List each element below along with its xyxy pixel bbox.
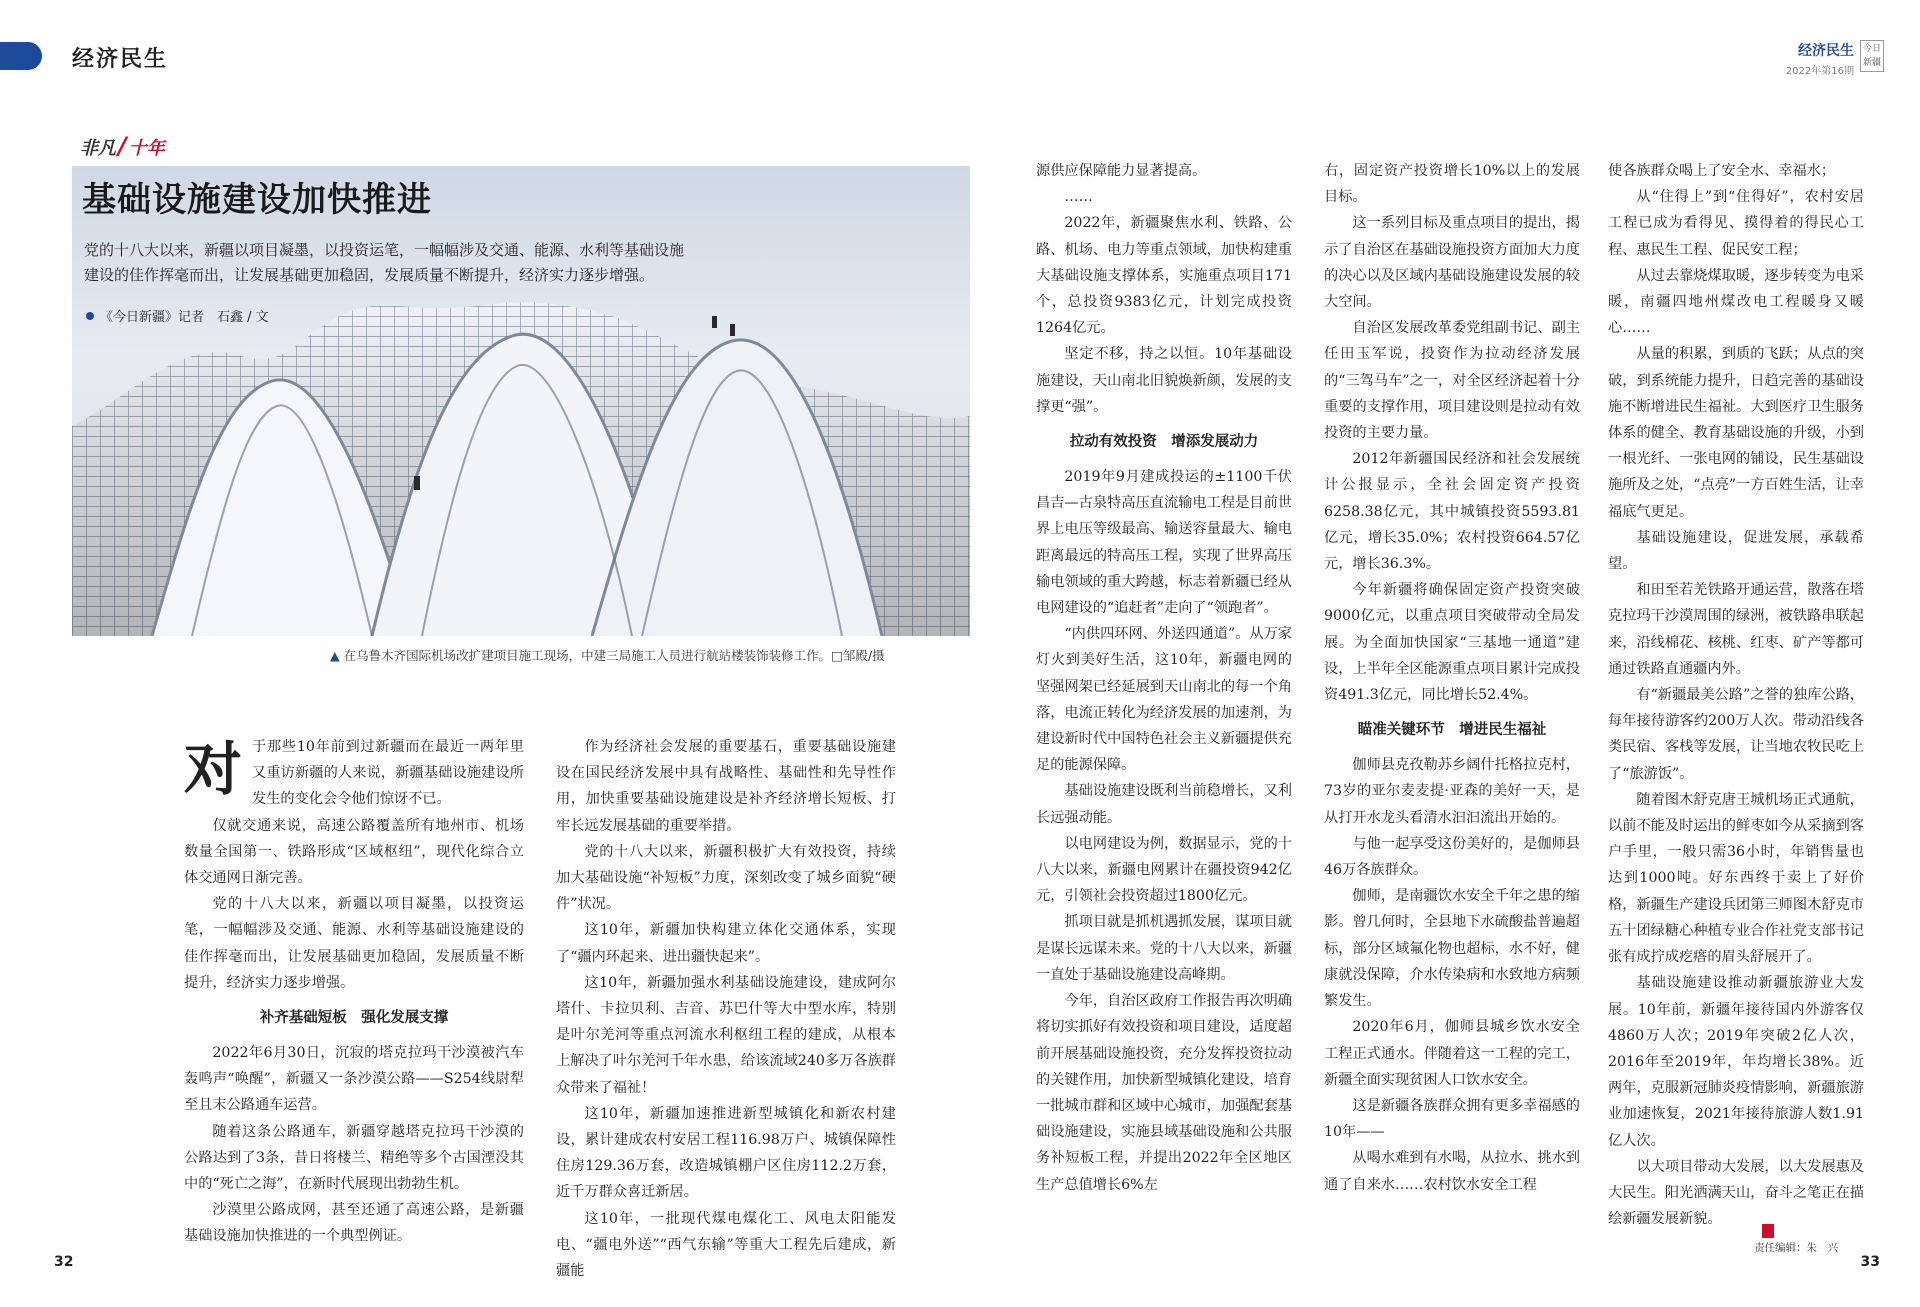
series-tag-slash: / [118, 132, 127, 160]
paragraph: 源供应保障能力显著提高。 [1036, 163, 1207, 179]
paragraph: 今年，自治区政府工作报告再次明确将切实抓好有效投资和项目建设，适度超前开展基础设施投资，充分发挥投资拉动的关键作用，加快新型城镇化建设，培育一批城市群和区域中心城市，加强配套基础设施建设，实施县域基础设施和公共服务补短板工程，并提出2022年全区地区生产总值增长6%左 [1036, 993, 1292, 1193]
paragraph: 从“住得上”到“住得好”，农村安居工程已成为看得见、摸得着的得民心工程、惠民生工程、促民安工程； [1608, 189, 1864, 258]
caption-triangle-icon: ▲ [330, 648, 340, 663]
paragraph: 从过去靠烧煤取暖，逐步转变为电采暖，南疆四地州煤改电工程暖身又暖心…… [1608, 267, 1864, 337]
paragraph: 作为经济社会发展的重要基石，重要基础设施建设在国民经济发展中具有战略性、基础性和先导性作用，加快重要基础设施建设是补齐经济增长短板、打牢长远发展基础的重要举措。 [556, 739, 896, 834]
section-tab-marker [0, 42, 42, 70]
magazine-logo: 今日新疆 [1860, 40, 1884, 72]
paragraph: 基础设施建设推动新疆旅游业大发展。10年前，新疆年接待国内外游客仅4860万人次；2019年突破2亿人次，2016年至2019年，年均增长38%。近两年，克服新冠肺炎疫情影响，新疆旅游业加速恢复，2021年接待旅游人数1.91亿人次。 [1608, 975, 1864, 1149]
photo-caption [330, 646, 885, 664]
paragraph [184, 734, 524, 813]
paragraph: 仅就交通来说，高速公路覆盖所有地州市、机场数量全国第一、铁路形成“区域枢纽”，现代化综合立体交通网日渐完善。 [184, 817, 524, 887]
paragraph: 伽师，是南疆饮水安全千年之患的缩影。曾几何时，全县地下水硫酸盐普遍超标，部分区域氟化物也超标，水不好，健康就没保障，介水传染病和水致地方病频繁发生。 [1324, 888, 1580, 1010]
magazine-header [1786, 40, 1884, 77]
paragraph: 有“新疆最美公路”之誉的独库公路，每年接待游客约200万人次。带动沿线各类民宿、客栈等发展，让当地农牧民吃上了“旅游饭”。 [1608, 687, 1864, 782]
paragraph: 这10年，新疆加快构建立体化交通体系，实现了“疆内环起来、进出疆快起来”。 [556, 922, 896, 965]
paragraph: 自治区发展改革委党组副书记、副主任田玉军说，投资作为拉动经济发展的“三驾马车”之一，对全区经济起着十分重要的支撑作用，项目建设则是拉动有效投资的主要力量。 [1324, 320, 1580, 442]
paragraph: 这10年，新疆加速推进新型城镇化和新农村建设，累计建成农村安居工程116.98万户、城镇保障性住房129.36万套，改造城镇棚户区住房112.2万套，近千万群众喜迁新居。 [556, 1105, 896, 1201]
paragraph: 与他一起享受这份美好的，是伽师县46万各族群众。 [1324, 835, 1580, 879]
byline [86, 306, 269, 325]
paragraph: “内供四环网、外送四通道”。从万家灯火到美好生活，这10年，新疆电网的坚强网架已经延展到天山南北的每一个角落，电流正转化为经济发展的加速剂，为建设新时代中国特色社会主义新疆提供充足的能源保障。 [1036, 626, 1292, 774]
page-number-left: 32 [54, 1254, 74, 1270]
issue-number: 2022年第16期 [1785, 66, 1854, 77]
series-tag [80, 132, 165, 160]
paragraph: 伽师县克孜勒苏乡阔什托格拉克村，73岁的亚尔麦麦提·亚森的美好一天，是从打开水龙头看清水汩汩流出开始的。 [1324, 757, 1580, 826]
paragraph-text: 于那些10年前到过新疆而在最近一两年里又重访新疆的人来说，新疆基础设施建设所发生的变化会令他们惊讶不已。 [252, 739, 524, 808]
paragraph: 这10年，一批现代煤电煤化工、风电太阳能发电、“疆电外送”“西气东输”等重大工程先后建成，新疆能 [556, 1210, 896, 1280]
paragraph: 抓项目就是抓机遇抓发展，谋项目就是谋长远谋未来。党的十八大以来，新疆一直处于基础设施建设高峰期。 [1036, 914, 1292, 983]
article-column-2 [556, 734, 896, 1284]
bullet-icon [86, 312, 94, 320]
article-column-3 [1036, 158, 1292, 1198]
paragraph: 基础设施建设，促进发展，承载希望。 [1608, 529, 1864, 573]
article-title: 基础设施建设加快推进 [82, 180, 432, 220]
paragraph: 这一系列目标及重点项目的提出，揭示了自治区在基础设施投资方面加大力度的决心以及区域内基础设施建设发展的较大空间。 [1324, 215, 1580, 311]
paragraph: 以电网建设为例，数据显示，党的十八大以来，新疆电网累计在疆投资942亿元，引领社会投资超过1800亿元。 [1036, 835, 1292, 905]
paragraph: 2012年新疆国民经济和社会发展统计公报显示，全社会固定资产投资6258.38亿元，其中城镇投资5593.81亿元，增长35.0%；农村投资664.57亿元，增长36.3%。 [1324, 451, 1580, 573]
paragraph: 基础设施建设既利当前稳增长，又利长远强动能。 [1036, 783, 1292, 826]
subheading: 瞄准关键环节 增进民生福祉 [1357, 722, 1547, 739]
paragraph: 使各族群众喝上了安全水、幸福水； [1608, 163, 1836, 179]
end-mark-icon [1762, 1224, 1774, 1238]
magazine-section: 经济民生 [1798, 43, 1854, 59]
paragraph: 2020年6月，伽师县城乡饮水安全工程正式通水。伴随着这一工程的完工，新疆全面实现贫困人口饮水安全。 [1324, 1019, 1580, 1088]
paragraph: 以大项目带动大发展，以大发展惠及大民生。阳光洒满天山，奋斗之笔正在描绘新疆发展新貌。 [1608, 1158, 1864, 1228]
subheading: 拉动有效投资 增添发展动力 [1069, 434, 1259, 451]
airport-roof-illustration [72, 166, 970, 636]
article-column-1 [184, 734, 524, 1250]
paragraph: 党的十八大以来，新疆以项目凝墨，以投资运笔，一幅幅涉及交通、能源、水利等基础设施建设的佳作挥毫而出，让发展基础更加稳固，发展质量不断提升，经济实力逐步增强。 [184, 896, 524, 991]
paragraph: 随着这条公路通车，新疆穿越塔克拉玛干沙漠的公路达到了3条，昔日将楼兰、精绝等多个古国湮没其中的“死亡之海”，在新时代展现出勃勃生机。 [184, 1123, 524, 1193]
article-column-4 [1324, 158, 1580, 1198]
paragraph: 这是新疆各族群众拥有更多幸福感的10年—— [1324, 1097, 1580, 1141]
paragraph: 这10年，新疆加强水利基础设施建设，建成阿尔塔什、卡拉贝利、吉音、苏巴什等大中型水库，特别是叶尔羌河等重点河流水利枢纽工程的建成，从根本上解决了叶尔羌河千年水患，给该流域240多万各族群众带来了福祉！ [556, 974, 896, 1096]
paragraph: 2022年，新疆聚焦水利、铁路、公路、机场、电力等重点领域，加快构建重大基础设施支撑体系，实施重点项目171个，总投资9383亿元，计划完成投资1264亿元。 [1036, 215, 1292, 337]
hero-photo [72, 166, 970, 636]
paragraph: 2019年9月建成投运的±1100千伏昌吉—古泉特高压直流输电工程是目前世界上电压等级最高、输送容量最大、输电距离最远的特高压工程，实现了世界高压输电领域的重大跨越，标志着新疆已经从电网建设的“追赶者”走向了“领跑者”。 [1036, 469, 1292, 617]
subheading: 补齐基础短板 强化发展支撑 [259, 1010, 449, 1027]
byline-text: 《今日新疆》记者 石鑫 / 文 [100, 310, 269, 325]
paragraph: 从喝水难到有水喝，从拉水、挑水到通了自来水……农村饮水安全工程 [1324, 1150, 1580, 1193]
paragraph: 和田至若羌铁路开通运营，散落在塔克拉玛干沙漠周围的绿洲，被铁路串联起来，沿线棉花、核桃、红枣、矿产等都可通过铁路直通疆内外。 [1608, 582, 1864, 677]
series-tag-part2: 十年 [128, 138, 165, 159]
caption-text: 在乌鲁木齐国际机场改扩建项目施工现场，中建三局施工人员进行航站楼装饰装修工作。□邹殿/摄 [343, 648, 885, 663]
paragraph: 坚定不移，持之以恒。10年基础设施建设，天山南北旧貌焕新颜，发展的支撑更“强”。 [1036, 346, 1292, 415]
paragraph: 从量的积累，到质的飞跃；从点的突破，到系统能力提升，日趋完善的基础设施不断增进民生福祉。大到医疗卫生服务体系的健全、教育基础设施的升级，小到一根光纤、一张电网的铺设，民生基础设施所及之处，“点亮”一方百姓生活，让幸福底气更足。 [1608, 346, 1864, 520]
section-title: 经济民生 [72, 46, 169, 72]
article-column-5 [1608, 158, 1864, 1232]
paragraph: 2022年6月30日，沉寂的塔克拉玛干沙漠被汽车轰鸣声“唤醒”，新疆又一条沙漠公路——S254线尉犁至且末公路通车运营。 [184, 1045, 524, 1114]
paragraph: 今年新疆将确保固定资产投资突破9000亿元，以重点项目突破带动全局发展。为全面加快国家“三基地一通道”建设，上半年全区能源重点项目累计完成投资491.3亿元，同比增长52.4%。 [1324, 582, 1580, 704]
page-number-right: 33 [1860, 1254, 1880, 1270]
paragraph: 右，固定资产投资增长10%以上的发展目标。 [1324, 163, 1580, 206]
editor-credit: 责任编辑：朱 兴 [1754, 1242, 1838, 1254]
series-tag-part1: 非凡 [80, 138, 116, 159]
paragraph: 党的十八大以来，新疆积极扩大有效投资，持续加大基础设施“补短板”力度，深刻改变了城乡面貌“硬件”状况。 [556, 843, 896, 913]
paragraph: 随着图木舒克唐王城机场正式通航，以前不能及时运出的鲜枣如今从采摘到客户手里，一般只需36小时，年销售量也达到1000吨。好东西终于卖上了好价格，新疆生产建设兵团第三师图木舒克市五十团绿糖心种植专业合作社党支部书记张有成拧成疙瘩的眉头舒展开了。 [1608, 791, 1864, 966]
drop-cap: 对 [184, 735, 243, 803]
paragraph: 沙漠里公路成网，甚至还通了高速公路，是新疆基础设施加快推进的一个典型例证。 [184, 1202, 524, 1245]
paragraph: …… [1064, 189, 1093, 206]
article-lead: 党的十八大以来，新疆以项目凝墨，以投资运笔，一幅幅涉及交通、能源、水利等基础设施建设的佳作挥毫而出，让发展基础更加稳固，发展质量不断提升，经济实力逐步增强。 [84, 241, 685, 284]
